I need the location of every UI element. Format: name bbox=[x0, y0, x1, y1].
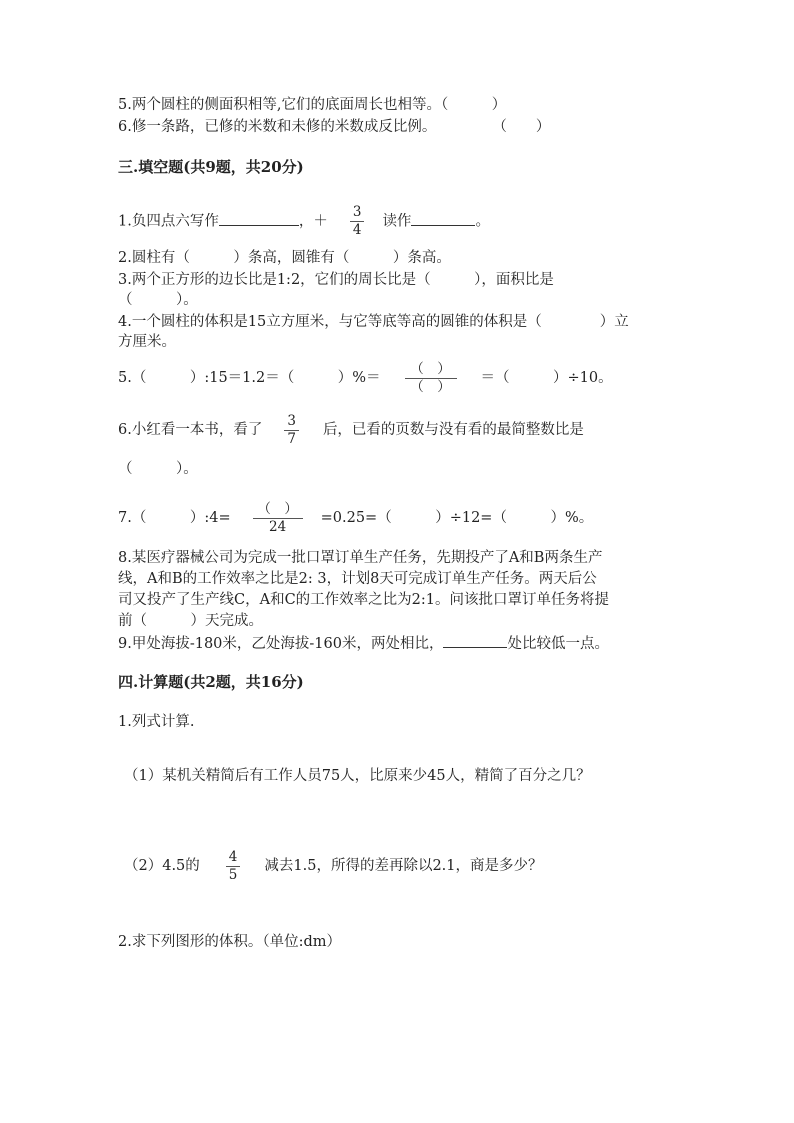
fill-q5-part-b: ＝（ ）÷10。 bbox=[480, 370, 613, 386]
answer-blank[interactable] bbox=[443, 633, 507, 648]
judge-q6 bbox=[118, 117, 550, 137]
answer-blank[interactable] bbox=[411, 211, 475, 226]
fill-q7-part-a: 7.（ ）:4= bbox=[118, 510, 231, 526]
fill-q7-part-b: =0.25=（ ）÷12=（ ）%。 bbox=[320, 510, 594, 526]
fill-q9-part-b: 处比较低一点。 bbox=[507, 636, 609, 652]
fill-q9-part-a: 9.甲处海拔-180米，乙处海拔-160米，两处相比， bbox=[118, 636, 444, 652]
judge-q5 bbox=[118, 95, 506, 115]
fraction-three-quarters bbox=[350, 204, 365, 239]
fraction-denominator: （ ） bbox=[410, 378, 451, 395]
fill-q1-part-d: 。 bbox=[475, 213, 490, 230]
fill-q8-line3: 司又投产了生产线C，A和C的工作效率之比为2:1。问该批口罩订单任务将提 bbox=[118, 592, 609, 608]
fill-q9 bbox=[118, 633, 609, 654]
fill-q2: 2.圆柱有（ ）条高，圆锥有（ ）条高。 bbox=[118, 250, 451, 266]
calc-q1-1: （1）某机关精简后有工作人员75人，比原来少45人，精简了百分之几？ bbox=[124, 768, 591, 784]
fraction-denominator: 4 bbox=[352, 222, 362, 238]
fill-q6-part-b: 后，已看的页数与没有看的最简整数比是 bbox=[322, 422, 584, 438]
fraction-denominator: 24 bbox=[269, 518, 287, 535]
fill-q1-part-c: 读作 bbox=[382, 213, 412, 230]
section-heading-fill: 三.填空题(共9题，共20分) bbox=[118, 158, 304, 176]
fraction-over-24 bbox=[253, 501, 303, 536]
fraction-denominator: 5 bbox=[228, 866, 238, 883]
fraction-numerator: 4 bbox=[228, 848, 238, 865]
fraction-numerator: （ ） bbox=[410, 360, 451, 377]
fraction-numerator: 3 bbox=[352, 204, 362, 220]
fill-q3-line1: 3.两个正方形的边长比是1:2，它们的周长比是（ ），面积比是 bbox=[118, 272, 554, 288]
fill-q3-line2: （ ）。 bbox=[118, 292, 198, 308]
fill-q5 bbox=[118, 360, 613, 396]
fraction-four-fifths bbox=[226, 849, 241, 884]
fill-q1-part-b: ，＋ bbox=[298, 213, 328, 230]
calc-q1-2 bbox=[124, 848, 543, 884]
judge-q6-text: 6.修一条路，已修的米数和未修的米数成反比例。 bbox=[118, 119, 437, 135]
judge-q5-text: 5.两个圆柱的侧面积相等,它们的底面周长也相等。（ ） bbox=[118, 97, 507, 113]
fill-q4-line1: 4.一个圆柱的体积是15立方厘米，与它等底等高的圆锥的体积是（ ）立 bbox=[118, 314, 629, 330]
judge-q6-paren: （ ） bbox=[492, 119, 551, 135]
fill-q8-line2: 线，A和B的工作效率之比是2: 3，计划8天可完成订单生产任务。两天后公 bbox=[118, 571, 597, 587]
fraction-three-sevenths bbox=[284, 413, 299, 448]
fraction-numerator: 3 bbox=[287, 412, 296, 429]
fill-q1-part-a: 1.负四点六写作 bbox=[118, 213, 219, 230]
fill-q6-part-a: 6.小红看一本书，看了 bbox=[118, 422, 263, 438]
calc-q1-2-part-b: 减去1.5，所得的差再除以2.1，商是多少？ bbox=[264, 858, 543, 874]
fraction-blank bbox=[405, 361, 457, 396]
fill-q8-line1: 8.某医疗器械公司为完成一批口罩订单生产任务，先期投产了A和B两条生产 bbox=[118, 550, 603, 566]
fill-q6 bbox=[118, 412, 584, 448]
fill-q8-line4: 前（ ）天完成。 bbox=[118, 613, 263, 629]
fill-q7 bbox=[118, 500, 593, 536]
calc-q1-title: 1.列式计算. bbox=[118, 714, 195, 730]
fraction-denominator: 7 bbox=[287, 430, 296, 447]
fraction-numerator: （ ） bbox=[257, 500, 298, 517]
fill-q6-line2: （ ）。 bbox=[118, 461, 198, 477]
section-heading-calc: 四.计算题(共2题，共16分) bbox=[118, 673, 304, 691]
fill-q1 bbox=[118, 204, 490, 239]
answer-blank[interactable] bbox=[219, 211, 299, 226]
fill-q4-line2: 方厘米。 bbox=[118, 334, 176, 350]
fill-q5-part-a: 5.（ ）:15＝1.2＝（ ）%＝ bbox=[118, 370, 381, 386]
calc-q1-2-part-a: （2）4.5的 bbox=[124, 858, 200, 874]
calc-q2-title: 2.求下列图形的体积。（单位:dm） bbox=[118, 934, 342, 950]
